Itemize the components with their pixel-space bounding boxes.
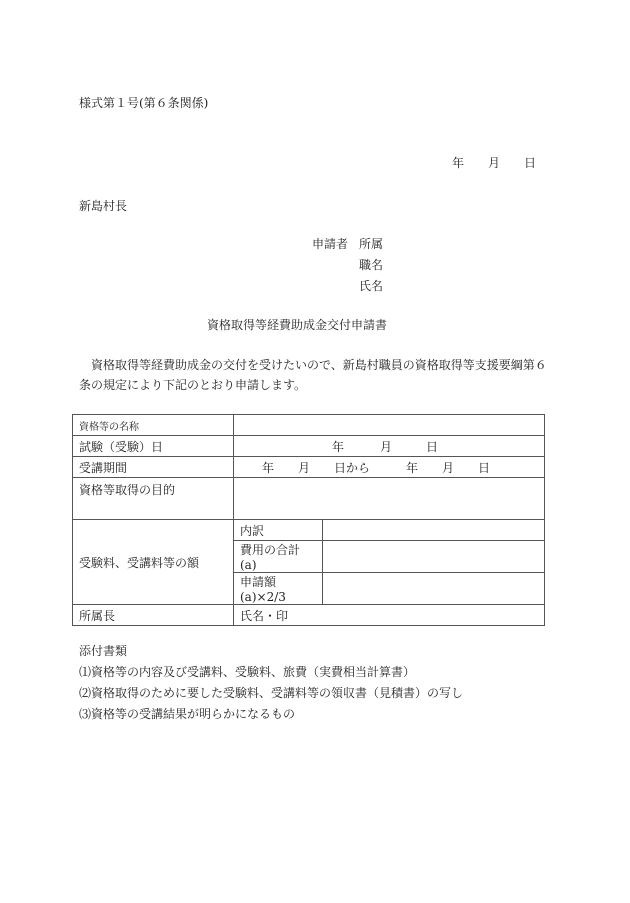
purpose-label: 資格等取得の目的 [73,478,234,520]
exam-day: 日 [426,439,439,454]
attachment-item: ⑵資格取得のために要した受験料、受講料等の領収書（見積書）の写し [79,686,464,700]
purpose-value[interactable] [234,478,545,520]
addressee: 新島村長 [79,199,128,213]
table-row [73,520,545,541]
fees-breakdown-value[interactable] [323,520,545,541]
course-period-value[interactable]: 年 月 日から 年 月 日 [234,457,545,478]
exam-year: 年 [332,439,345,454]
table-row [73,457,545,478]
exam-month: 月 [380,439,393,454]
supervisor-label: 所属長 [73,605,234,626]
document-title: 資格取得等経費助成金交付申請書 [207,318,388,332]
form-number: 様式第１号(第６条関係) [79,96,209,110]
attachment-item: ⑴資格等の内容及び受講料、受験料、旅費（実費相当計算書） [79,665,416,679]
date-day: 日 [524,156,537,170]
qualification-name-label: 資格等の名称 [73,415,234,436]
table-row [73,478,545,520]
attachments [79,641,463,725]
fees-total-value[interactable] [323,541,545,573]
fees-label: 受験料、受講料等の額 [73,520,234,605]
course-period-label: 受講期間 [73,457,234,478]
supervisor-signature[interactable]: 氏名・印 [234,605,545,626]
date-month: 月 [488,156,501,170]
fees-breakdown-label: 内訳 [234,520,323,541]
table-row [73,415,545,436]
exam-date-label: 試験（受験）日 [73,436,234,457]
applicant-block [312,236,383,299]
attachments-heading: 添付書類 [79,644,128,658]
attachment-item: ⑶資格等の受講結果が明らかになるもの [79,707,296,721]
fees-total-label: 費用の合計(a) [234,541,323,573]
fees-request-value[interactable] [323,573,545,605]
exam-date-value[interactable] [234,436,545,457]
field-name: 氏名 [359,279,384,293]
body-paragraph: 資格取得等経費助成金の交付を受けたいので、新島村職員の資格取得等支援要綱第６条の規定により下記のとおり申請します。 [79,358,547,392]
table-row [73,436,545,457]
application-table [72,414,545,626]
fees-request-label: 申請額(a)×2/3 [234,573,323,605]
field-affiliation: 所属 [359,237,384,251]
date-line [452,155,536,171]
qualification-name-value[interactable] [234,415,545,436]
field-position: 職名 [359,258,384,272]
applicant-label: 申請者 [312,237,349,251]
date-year: 年 [452,156,465,170]
table-row [73,605,545,626]
